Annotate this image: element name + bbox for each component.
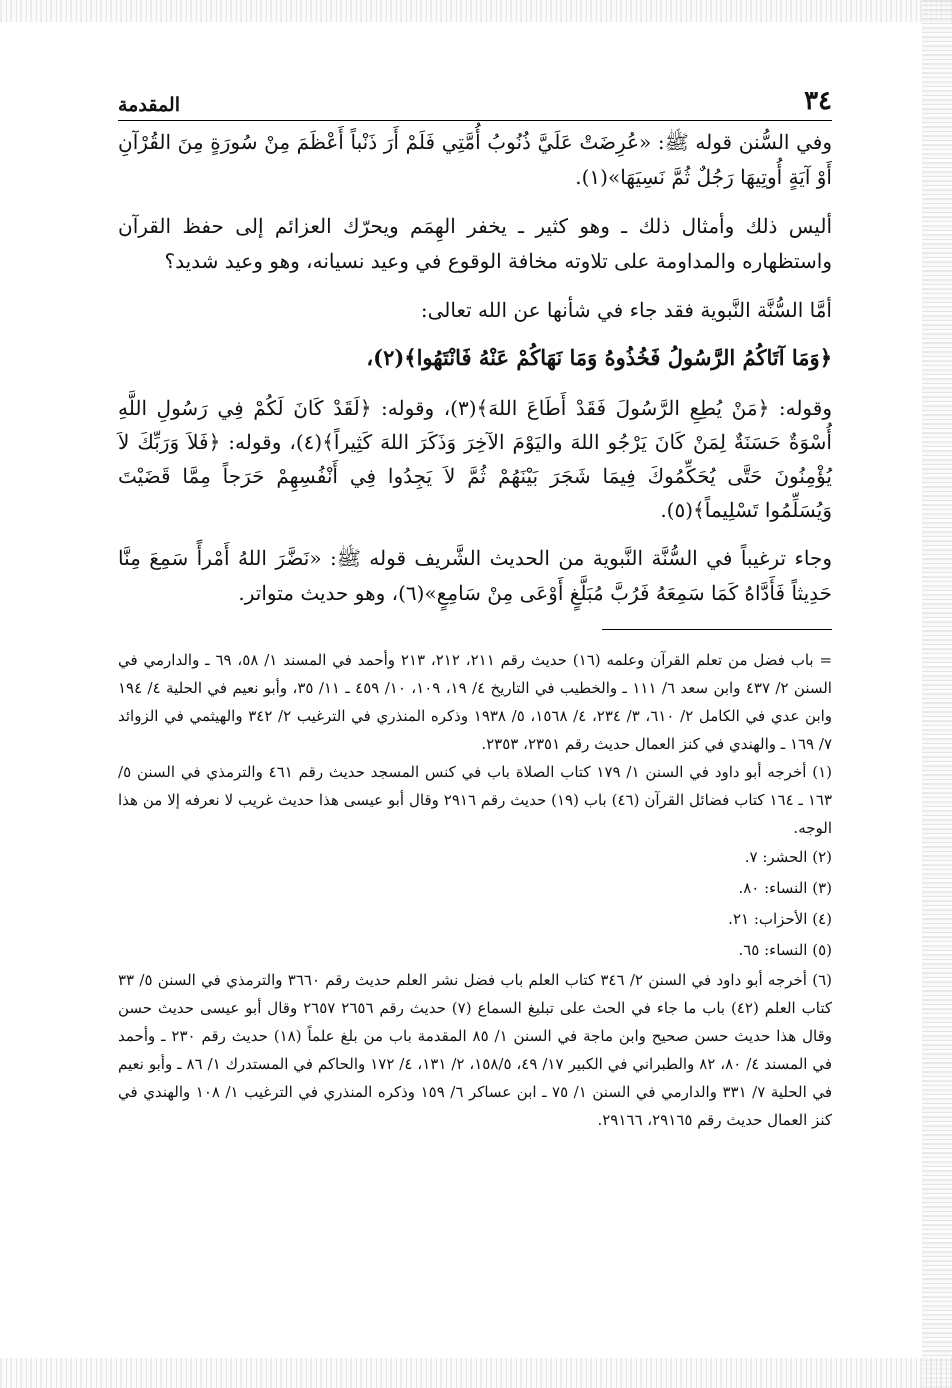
footnote-3: (٣) النساء: ٨٠. — [738, 879, 832, 897]
page-number: ٣٤ — [804, 86, 832, 116]
page-header — [118, 82, 832, 121]
paragraph-hadith-nadara: وجاء ترغيباً في السُّنَّة النَّبوية من الحديث الشَّريف قوله ﷺ: «نَضَّرَ اللهُ أَمْرأً سَمِعَ مِنَّا حَدِيثاً فَأَدَّاهُ كَمَا سَمِعَهُ فَرُبَّ مُبَلَّغٍ أَوْعَى مِنْ سَامِعٍ»(٦)، وهو حديث متواتر. — [118, 546, 832, 605]
scan-border-bottom — [0, 1358, 952, 1388]
scan-border-right — [922, 0, 952, 1388]
paragraph-sunnah-intro: أمَّا السُّنَّة النَّبوية فقد جاء في شأنها عن الله تعالى: — [420, 298, 832, 322]
footnote-6: (٦) أخرجه أبو داود في السنن ٢/ ٣٤٦ كتاب العلم باب فضل نشر العلم حديث رقم ٣٦٦٠ والترمذي في السنن ٥/ ٣٣ كتاب العلم (٤٢) باب ما جاء في الحث على تبليغ السماع (٧) حديث رقم ٢٦٥٦ ٢٦٥٧ وقال أبو عيسى حديث حسن وقال هذا حديث حسن صحيح وابن ماجة في السنن ١/ ٨٥ المقدمة باب من بلغ علماً (١٨) حديث رقم ٢٣٠ ـ وأحمد في المسند ٤/ ٨٠، ٨٢ والطبراني في الكبير ١٧/ ٤٩، ١٥٨/٥، ٢/ ١٣١، ٤/ ١٧٢ والحاكم في المستدرك ١/ ٨٦ ـ وأبو نعيم في الحلية ٧/ ٣٣١ والدارمي في السنن ١/ ٧٥ ـ ابن عساكر ٦/ ١٥٩ وذكره المنذري في الترغيب ١/ ١٠٨ والهندي في كنز العمال حديث رقم ٢٩١٦٥، ٢٩١٦٦. — [118, 971, 833, 1129]
footnote-separator — [602, 629, 832, 630]
paragraph-quran-verses: وقوله: ﴿مَنْ يُطِعِ الرَّسُولَ فَقَدْ أَطَاعَ اللهَ﴾(٣)، وقوله: ﴿لَقَدْ كَانَ لَكُمْ فِي رَسُولِ اللَّهِ أُسْوَةٌ حَسَنَةٌ لِمَنْ كَانَ يَرْجُو اللهَ واليَوْمَ الآخِرَ وَذَكَرَ اللهَ كَثِيراً﴾(٤)، وقوله: ﴿فَلاَ وَرَبِّكَ لاَ يُؤْمِنُونَ حَتَّى يُحَكِّمُوكَ فِيمَا شَجَرَ بَيْنَهُمْ ثُمَّ لاَ يَجِدُوا فِي أَنْفُسِهِمْ حَرَجاً مِمَّا قَضَيْتَ وَيُسَلِّمُوا تَسْلِيماً﴾(٥). — [118, 396, 832, 522]
footnotes — [118, 646, 832, 1134]
footnote-continuation: = باب فضل من تعلم القرآن وعلمه (١٦) حديث رقم ٢١١، ٢١٢، ٢١٣ وأحمد في المسند ١/ ٥٨، ٦٩ ـ والدارمي في السنن ٢/ ٤٣٧ وابن سعد ٦/ ١١١ ـ والخطيب في التاريخ ٤/ ١٩، ١٠٩، ١٠/ ٤٥٩ ـ ١١/ ٣٥، وأبو نعيم في الحلية ٤/ ١٩٤ وابن عدي في الكامل ٢/ ٦١٠، ٣/ ٢٣٤، ٤/ ١٥٦٨، ٥/ ١٩٣٨ وذكره المنذري في الترغيب ٢/ ٣٤٢ والهيثمي في الزوائد ٧/ ١٦٩ ـ والهندي في كنز العمال حديث رقم ٢٣٥١، ٢٣٥٣. — [118, 651, 833, 753]
footnote-1: (١) أخرجه أبو داود في السنن ١/ ١٧٩ كتاب الصلاة باب في كنس المسجد حديث رقم ٤٦١ والترمذي في السنن ٥/ ١٦٣ ـ ١٦٤ كتاب فضائل القرآن (٤٦) باب (١٩) حديث رقم ٢٩١٦ وقال أبو عيسى هذا حديث غريب لا نعرفه إلا من هذا الوجه. — [118, 763, 833, 837]
quran-verse-hashr: ﴿وَمَا آتَاكُمُ الرَّسُولُ فَخُذُوهُ وَمَا نَهَاكُمْ عَنْهُ فَانْتَهُوا﴾(٢)، — [366, 345, 832, 370]
section-title: المقدمة — [118, 94, 181, 116]
paragraph-memorization: أليس ذلك وأمثال ذلك ـ وهو كثير ـ يخفر الهِمَم ويحرّك العزائم إلى حفظ القرآن واستظهاره والمداومة على تلاوته مخافة الوقوع في وعيد نسيانه، وهو وعيد شديد؟ — [118, 214, 832, 273]
scan-border-top — [0, 0, 952, 22]
book-page — [118, 82, 832, 1134]
footnote-4: (٤) الأحزاب: ٢١. — [728, 910, 832, 928]
paragraph-sunan-hadith: وفي السُّنن قوله ﷺ: «عُرِضَتْ عَلَيَّ ذُنُوبُ أُمَّتِي فَلَمْ أَرَ ذَنْباً أَعْظَمَ مِنْ سُورَةٍ مِنَ القُرْآنِ أَوْ آيَةٍ أُوتِيهَا رَجُلٌ ثُمَّ نَسِيَهَا»(١). — [118, 130, 832, 189]
footnote-2: (٢) الحشر: ٧. — [744, 848, 832, 866]
footnote-5: (٥) النساء: ٦٥. — [738, 941, 832, 959]
